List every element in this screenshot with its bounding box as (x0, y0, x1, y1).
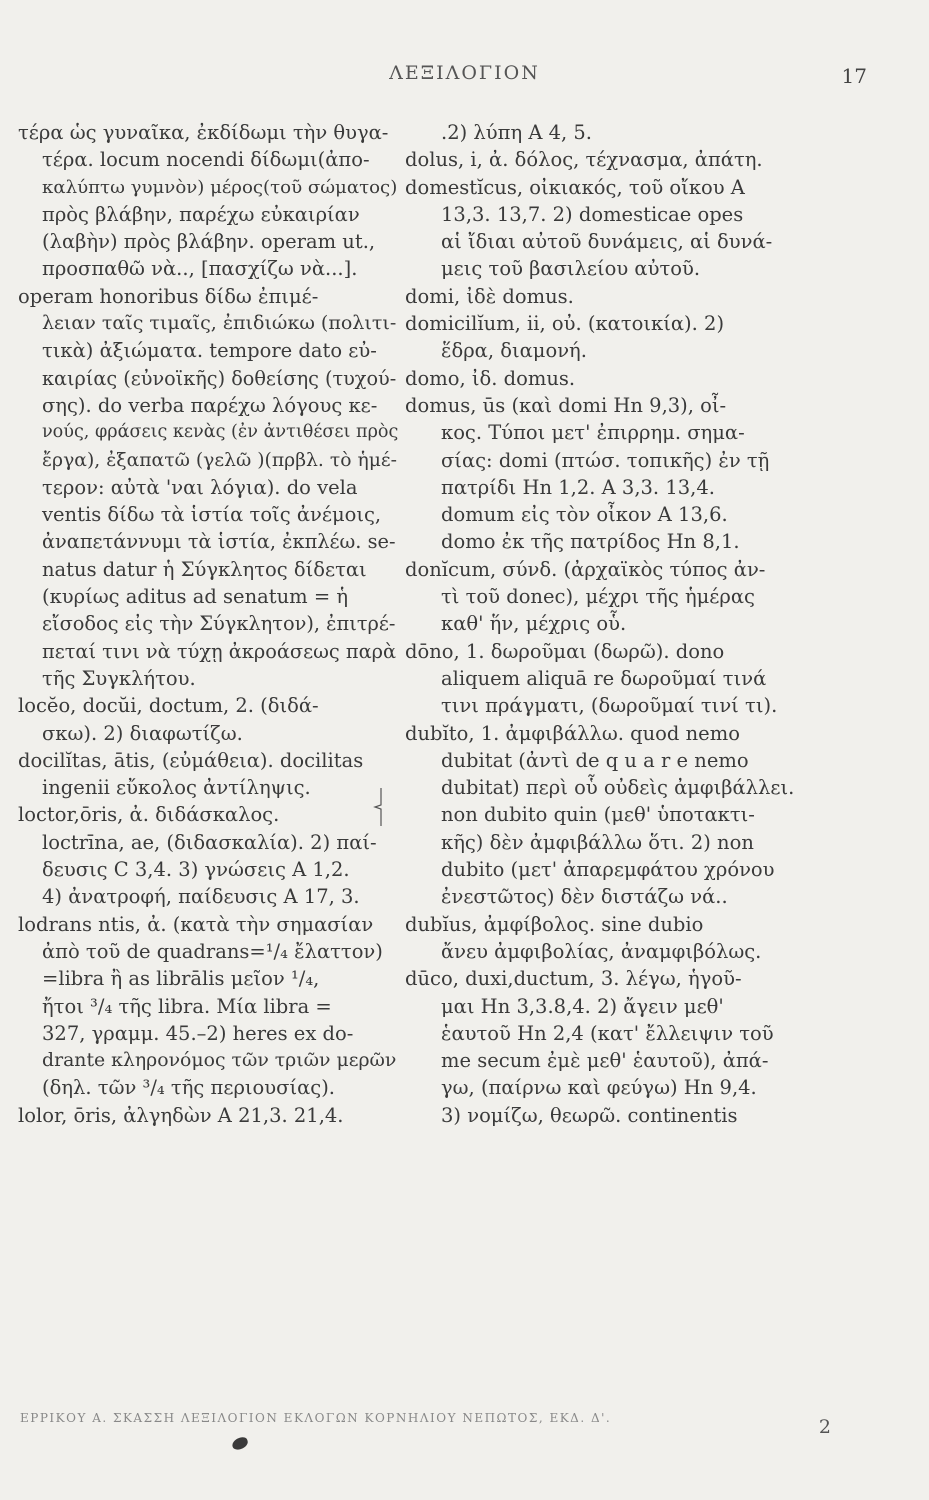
text-line: κῆς) δὲν ἀμφιβάλλω ὅτι. 2) non (441, 830, 754, 854)
text-line: ἀπὸ τοῦ de quadrans=¹/₄ ἔλαττον) (42, 939, 383, 963)
text-line: dūco, duxi,ductum, 3. λέγω, ἡγοῦ- (405, 967, 742, 991)
text-line: προσπαθῶ νὰ.., [πασχίζω νὰ...]. (42, 257, 358, 281)
text-line: lodrans ntis, ἀ. (κατὰ τὴν σημασίαν (18, 912, 374, 936)
text-line: loctrīna, ae, (διδασκαλία). 2) παί- (42, 830, 377, 854)
text-line: πρὸς βλάβην, παρέχω εὐκαιρίαν (42, 202, 360, 226)
text-line: εἴσοδος εἰς τὴν Σύγκλητον), ἐπιτρέ- (42, 612, 396, 636)
text-line: domo, ἰδ. domus. (405, 366, 576, 390)
text-line: domicilĭum, ii, οὐ. (κατοικία). 2) (405, 312, 725, 336)
text-line: σίας: domi (πτώσ. τοπικῆς) ἐν τῇ (441, 448, 770, 472)
text-line: non dubito quin (μεθ' ὑποτακτι- (441, 803, 755, 827)
text-line: natus datur ἡ Σύγκλητος δίδεται (42, 557, 367, 581)
text-line: ἕδρα, διαμονή. (441, 339, 587, 363)
text-line: σκω). 2) διαφωτίζω. (42, 721, 243, 745)
text-line: καιρίας (εὐνοϊκῆς) δοθείσης (τυχού- (42, 366, 397, 390)
text-line: dubĭto, 1. ἀμφιβάλλω. quod nemo (405, 721, 740, 745)
text-line: operam honoribus δίδω ἐπιμέ- (18, 284, 319, 308)
text-line: locĕo, docŭi, doctum, 2. (διδά- (18, 694, 319, 718)
text-line: κος. Τύποι μετ' ἐπιρρημ. σημα- (441, 421, 745, 445)
text-line: (κυρίως aditus ad senatum = ἡ (42, 585, 349, 609)
text-line: domestĭcus, οἰκιακός, τοῦ οἴκου A (405, 175, 745, 199)
text-line: ἀναπετάννυμι τὰ ἱστία, ἐκπλέω. se- (42, 530, 396, 554)
text-line: dubito (μετ' ἀπαρεμφάτου χρόνου (441, 858, 775, 882)
text-line: domi, ἰδὲ domus. (405, 284, 574, 308)
text-line: (δηλ. τῶν ³/₄ τῆς περιουσίας). (42, 1076, 335, 1100)
text-line: νούς, φράσεις κενὰς (ἐν ἀντιθέσει πρὸς (42, 422, 399, 443)
text-line: =libra ἢ as librālis μεῖον ¹/₄, (42, 967, 320, 991)
text-line: τερον: αὐτὰ 'ναι λόγια). do vela (42, 475, 358, 499)
text-line: ἑαυτοῦ Hn 2,4 (κατ' ἔλλειψιν τοῦ (441, 1021, 774, 1045)
text-line: dubitat) περὶ οὗ οὐδεὶς ἀμφιβάλλει. (441, 776, 795, 800)
text-line: docilĭtas, ātis, (εὐμάθεια). docilitas (18, 748, 364, 772)
text-line: τινι πράγματι, (δωροῦμαί τινί τι). (441, 694, 778, 718)
page-number: 17 (841, 64, 867, 88)
brace-mark (373, 787, 383, 827)
text-line: ἄνευ ἀμφιβολίας, ἀναμφιβόλως. (441, 939, 762, 963)
text-line: 3) νομίζω, θεωρῶ. continentis (441, 1103, 738, 1127)
signature-mark: 2 (818, 1416, 831, 1438)
text-line: τικὰ) ἀξιώματα. tempore dato εὐ- (42, 339, 377, 363)
text-line: aliquem aliquā re δωροῦμαί τινά (441, 666, 767, 690)
text-line: μεις τοῦ βασιλείου αὐτοῦ. (441, 257, 701, 281)
text-line: dōno, 1. δωροῦμαι (δωρῶ). dono (405, 639, 725, 663)
left-column (18, 119, 399, 1129)
text-line: dolus, i, ἀ. δόλος, τέχνασμα, ἀπάτη. (405, 148, 763, 172)
text-line: τέρα. locum nocendi δίδωμι(ἀπο- (42, 148, 370, 172)
text-line: domum εἰς τὸν οἶκον A 13,6. (441, 503, 728, 527)
text-line: donĭcum, σύνδ. (ἀρχαϊκὸς τύπος ἀν- (405, 557, 766, 581)
text-line: λειαν ταῖς τιμαῖς, ἐπιδιώκω (πολιτι- (42, 312, 397, 335)
footer-imprint: ΕΡΡΙΚΟΥ Α. ΣΚΑΣΣΗ ΛΕΞΙΛΟΓΙΟΝ ΕΚΛΟΓΩΝ ΚΟΡΝΗΛΙΟΥ ΝΕΠΩΤΟΣ, ΕΚΔ. Δ'. (20, 1411, 612, 1425)
right-column (405, 119, 815, 1129)
text-line: ἔργα), ἐξαπατῶ (γελῶ )(πρβλ. τὸ ἡμέ- (42, 449, 397, 471)
text-line: τὶ τοῦ donec), μέχρι τῆς ἡμέρας (441, 585, 755, 609)
text-line: ἐνεστῶτος) δὲν διστάζω νά.. (441, 885, 728, 909)
text-line: ἤτοι ³/₄ τῆς libra. Μία libra = (42, 994, 332, 1018)
ink-blot (231, 1436, 250, 1451)
text-line: καλύπτω γυμνὸν) μέρος(τοῦ σώματος) (42, 176, 398, 198)
text-line: (λαβὴν) πρὸς βλάβην. operam ut., (42, 230, 376, 254)
text-line: drante κληρονόμος τῶν τριῶν μερῶν (42, 1050, 397, 1072)
text-line: loctor,ōris, ἀ. διδάσκαλος. (18, 803, 280, 827)
running-head: ΛΕΞΙΛΟΓΙΟΝ (389, 62, 540, 84)
text-line: me secum ἐμὲ μεθ' ἑαυτοῦ), ἀπά- (441, 1049, 769, 1073)
text-line: δευσις C 3,4. 3) γνώσεις A 1,2. (42, 858, 350, 882)
text-line: dubitat (ἀντὶ de q u a r e nemo (441, 748, 749, 772)
text-line: dubĭus, ἀμφίβολος. sine dubio (405, 912, 704, 936)
text-line: 327, γραμμ. 45.–2) heres ex do- (42, 1021, 354, 1045)
text-line: 4) ἀνατροφή, παίδευσις A 17, 3. (42, 885, 360, 909)
text-line: μαι Hn 3,3.8,4. 2) ἄγειν μεθ' (441, 994, 724, 1018)
text-line: τέρα ὡς γυναῖκα, ἐκδίδωμι τὴν θυγα- (18, 121, 389, 144)
text-line: γω, (παίρνω καὶ φεύγω) Hn 9,4. (441, 1076, 757, 1100)
text-line: ventis δίδω τὰ ἱστία τοῖς ἀνέμοις, (42, 503, 382, 527)
text-line: καθ' ἥν, μέχρις οὗ. (441, 612, 627, 636)
text-line: domo ἐκ τῆς πατρίδος Hn 8,1. (441, 530, 740, 554)
text-line: domus, ūs (καὶ domi Hn 9,3), οἶ- (405, 393, 727, 417)
text-line: τῆς Συγκλήτου. (42, 666, 196, 690)
text-line: πατρίδι Hn 1,2. A 3,3. 13,4. (441, 475, 715, 499)
text-line: 13,3. 13,7. 2) domesticae opes (441, 202, 744, 226)
text-line: ingenii εὔκολος ἀντίληψις. (42, 776, 311, 800)
text-line: σης). do verba παρέχω λόγους κε- (42, 393, 378, 417)
text-line: αἱ ἴδιαι αὐτοῦ δυνάμεις, αἱ δυνά- (441, 230, 773, 254)
text-line: lolor, ōris, ἀλγηδὼν A 21,3. 21,4. (18, 1103, 344, 1127)
text-line: .2) λύπη A 4, 5. (441, 121, 593, 144)
text-line: πεταί τινι νὰ τύχῃ ἀκροάσεως παρὰ (42, 639, 397, 663)
